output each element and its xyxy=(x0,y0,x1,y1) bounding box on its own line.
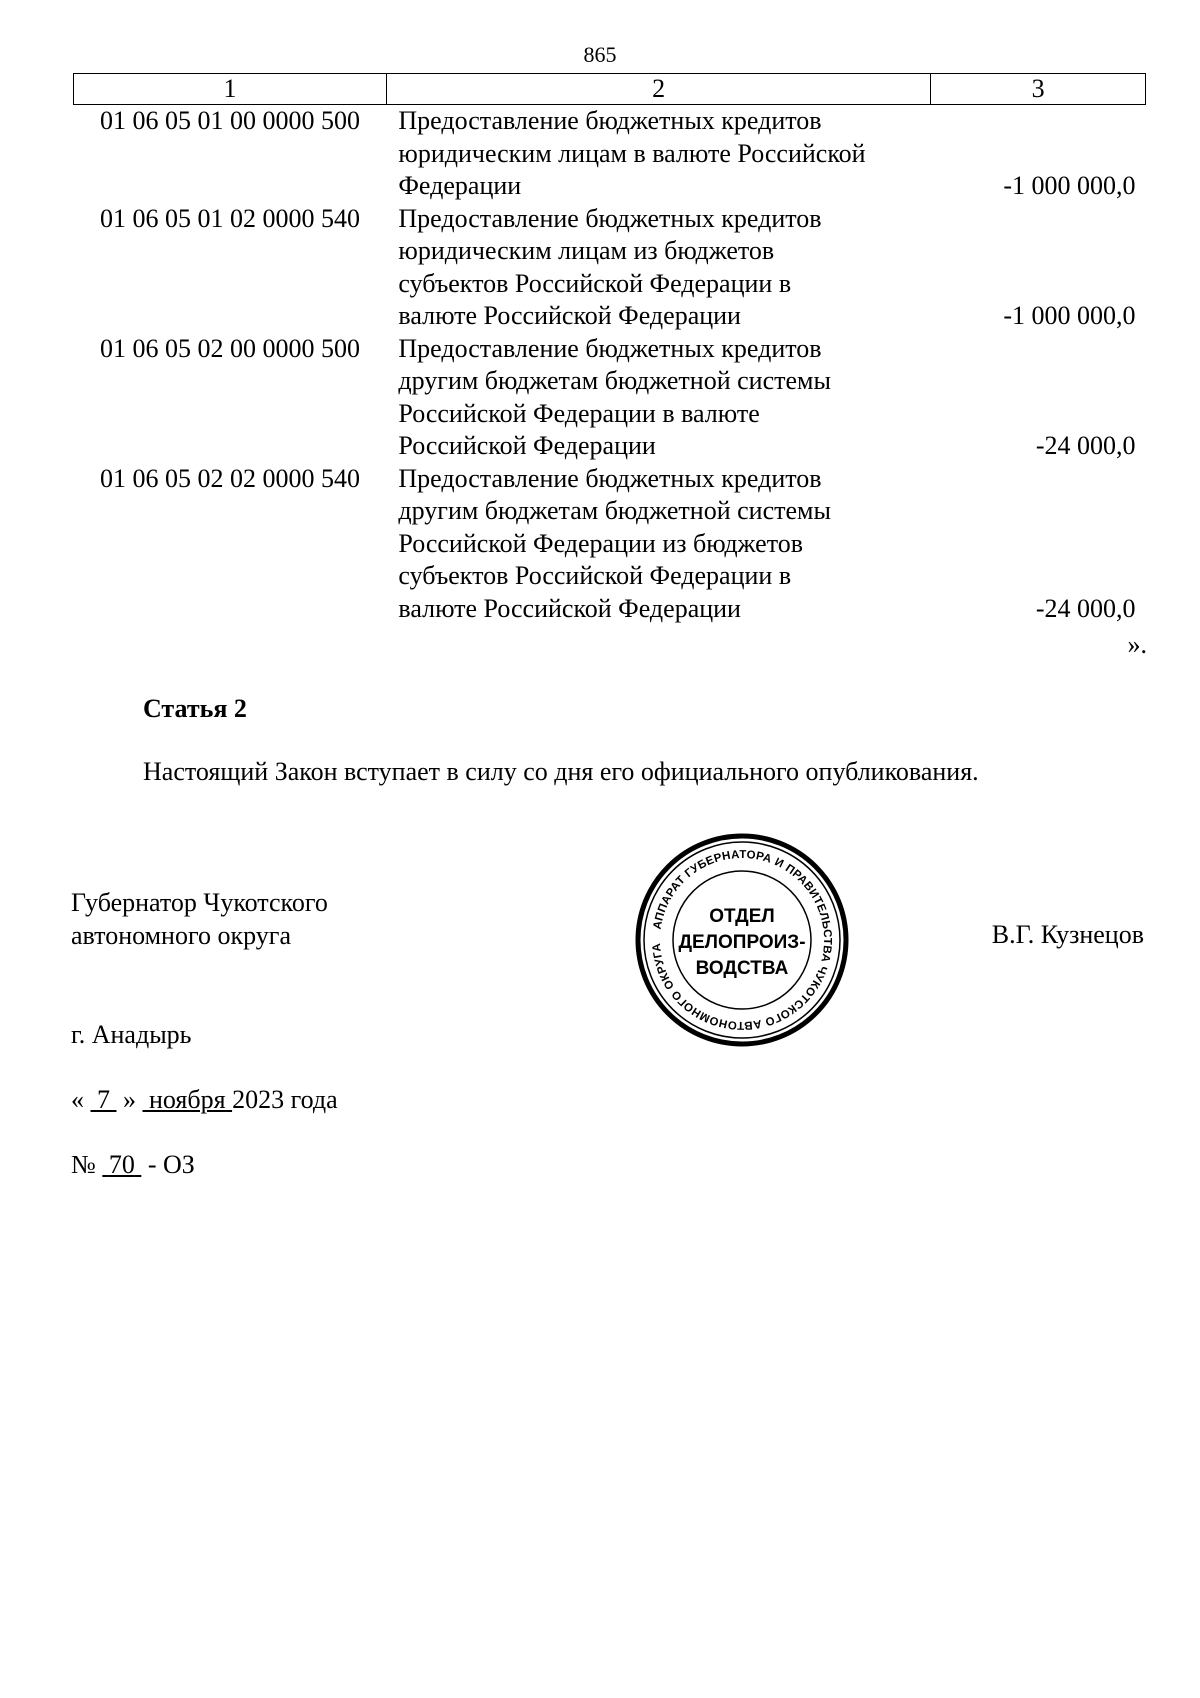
row-name xyxy=(386,333,930,463)
law-number-underline xyxy=(102,1150,141,1179)
closing-quote: ». xyxy=(1127,630,1147,659)
signing-date xyxy=(71,1085,338,1115)
row-name xyxy=(386,105,930,203)
article-text: Настоящий Закон вступает в силу со дня его официального опубликования. xyxy=(143,757,979,786)
law-number xyxy=(71,1150,195,1180)
row-name-line: Предоставление бюджетных кредитов xyxy=(398,106,822,135)
row-name-line: юридическим лицам в валюте Российской xyxy=(398,138,866,168)
row-name-line: Российской Федерации из бюджетов xyxy=(398,528,804,558)
stamp-line-2: ДЕЛОПРОИЗ- xyxy=(678,932,806,953)
row-amount: -24 000,0 xyxy=(1035,593,1136,623)
stamp-ring-textpath: АППАРАТ ГУБЕРНАТОРА И ПРАВИТЕЛЬСТВА ЧУКОТСКОГО АВТОНОМНОГО ОКРУГА xyxy=(650,848,834,1032)
stamp-line-3: ВОДСТВА xyxy=(695,958,789,979)
row-name-line: Предоставление бюджетных кредитов xyxy=(398,203,822,233)
stamp-line-1: ОТДЕЛ xyxy=(709,906,775,927)
row-name-line: Федерации xyxy=(398,171,522,200)
row-name-line: валюте Российской Федерации xyxy=(398,593,741,623)
signatory-name: В.Г. Кузнецов xyxy=(991,920,1144,949)
row-name xyxy=(386,463,930,626)
row-name-line: Российской Федерации xyxy=(398,431,656,460)
row-name-line: субъектов Российской Федерации в xyxy=(398,561,792,590)
column-header-name: 2 xyxy=(386,74,930,105)
article-title: Статья 2 xyxy=(143,694,247,723)
row-name-line: валюте Российской Федерации xyxy=(398,301,741,330)
row-code: 01 06 05 01 00 0000 500 xyxy=(99,106,360,135)
page-number: 865 xyxy=(583,42,617,67)
row-name-line: Предоставление бюджетных кредитов xyxy=(398,463,822,493)
table-row xyxy=(74,333,1146,463)
date-day xyxy=(91,1085,117,1114)
official-stamp xyxy=(632,830,852,1050)
signatory-position-line-2: автономного округа xyxy=(71,920,291,950)
table-body xyxy=(74,105,1146,626)
row-code: 01 06 05 02 00 0000 500 xyxy=(99,333,360,363)
law-number-prefix: № xyxy=(71,1150,96,1179)
date-close-quote: » xyxy=(123,1085,136,1114)
row-code: 01 06 05 02 02 0000 540 xyxy=(99,463,360,493)
place-of-signing: г. Анадырь xyxy=(71,1020,192,1049)
law-number-suffix: - ОЗ xyxy=(147,1150,195,1179)
row-amount: -24 000,0 xyxy=(1035,431,1136,460)
row-code: 01 06 05 01 02 0000 540 xyxy=(99,203,360,233)
column-header-amount: 3 xyxy=(931,74,1146,105)
row-name-line: юридическим лицам из бюджетов xyxy=(398,236,775,265)
law-number-value: 70 xyxy=(108,1150,135,1179)
signatory-position-line-1: Губернатор Чукотского xyxy=(71,888,328,917)
date-year: 2023 года xyxy=(232,1085,338,1114)
table-row xyxy=(74,105,1146,203)
row-name-line: другим бюджетам бюджетной системы xyxy=(398,496,831,525)
row-name-line: Российской Федерации в валюте xyxy=(398,398,760,428)
row-name-line: другим бюджетам бюджетной системы xyxy=(398,366,831,395)
budget-sources-table xyxy=(73,73,1146,625)
row-name-line: субъектов Российской Федерации в xyxy=(398,268,792,298)
date-month xyxy=(143,1085,233,1114)
row-name-line: Предоставление бюджетных кредитов xyxy=(398,333,822,363)
row-name xyxy=(386,203,930,333)
row-amount: -1 000 000,0 xyxy=(1003,301,1136,330)
table-row xyxy=(74,463,1146,626)
date-day-value: 7 xyxy=(97,1085,110,1114)
table-header-row xyxy=(74,74,1146,105)
row-amount: -1 000 000,0 xyxy=(1003,171,1136,200)
signatory-position xyxy=(71,887,328,952)
table-row xyxy=(74,203,1146,333)
date-month-value: ноября xyxy=(149,1085,226,1114)
column-header-code: 1 xyxy=(74,74,387,105)
date-open-quote: « xyxy=(71,1085,84,1114)
